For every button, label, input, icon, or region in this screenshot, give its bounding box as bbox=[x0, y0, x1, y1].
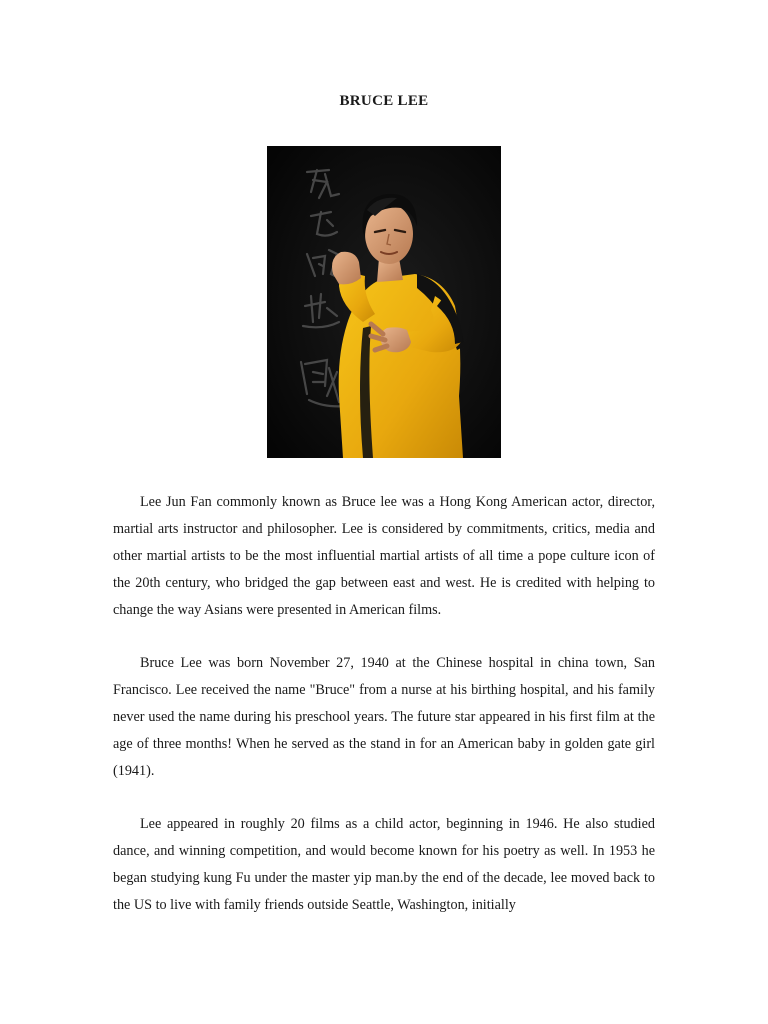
paragraph-3: Lee appeared in roughly 20 films as a child actor, beginning in 1946. He also studied dance, and winning competition, and would become known for his poetry as well. In 1953 he began studying kung Fu under the master yip man.by the end of the decade, lee moved back to the US to live with family friends outside Seattle, Washington, initially bbox=[113, 816, 655, 913]
document-body bbox=[113, 489, 655, 945]
document-title: BRUCE LEE bbox=[339, 93, 429, 109]
paragraph-2: Bruce Lee was born November 27, 1940 at the Chinese hospital in china town, San Francisco. Lee received the name "Bruce" from a nurse at his birthing hospital, and his family never used the name during his preschool years. The future star appeared in his first film at the age of three months! When he served as the stand in for an American baby in golden gate girl (1941). bbox=[113, 655, 655, 779]
portrait-photo bbox=[267, 146, 501, 458]
portrait-illustration bbox=[267, 146, 501, 458]
paragraph-1: Lee Jun Fan commonly known as Bruce lee was a Hong Kong American actor, director, martial arts instructor and philosopher. Lee is considered by commitments, critics, media and other martial artists to be the most influential martial artists of all time a pope culture icon of the 20th century, who bridged the gap between east and west. He is credited with helping to change the way Asians were presented in American films. bbox=[113, 494, 655, 618]
